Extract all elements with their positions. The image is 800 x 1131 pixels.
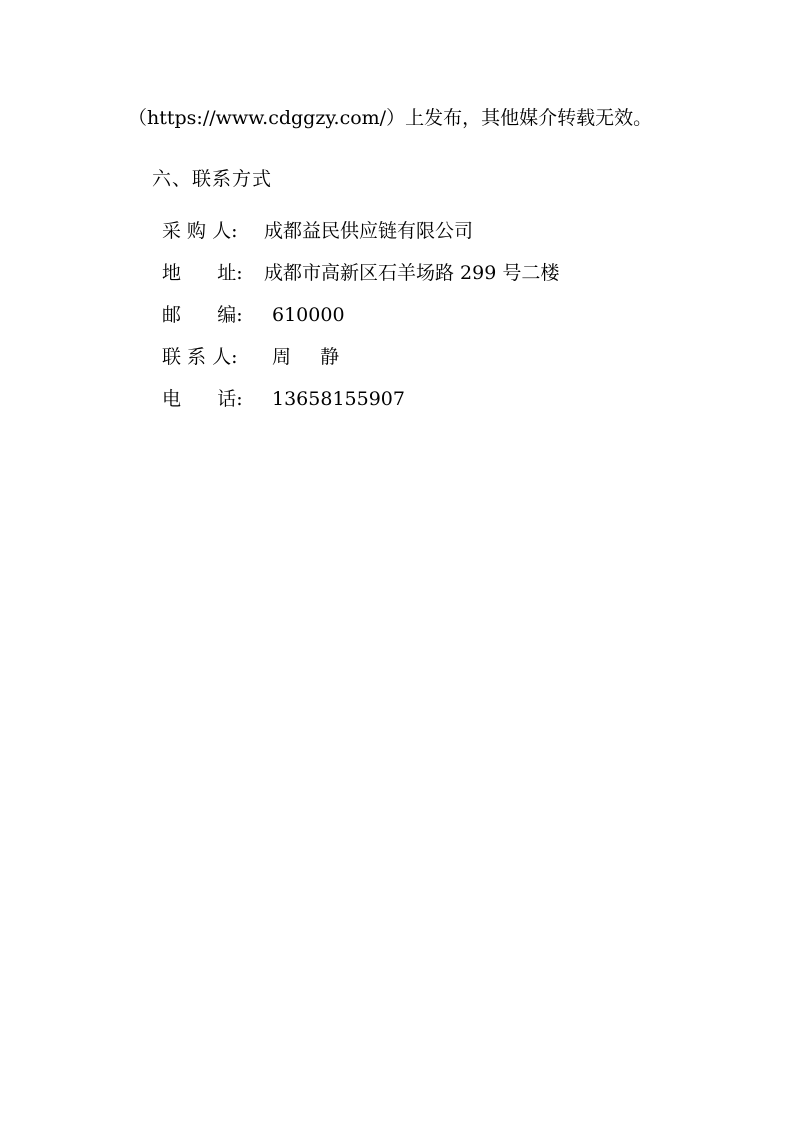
contact-row-purchaser (162, 219, 473, 243)
contact-value: 13658155907 (272, 388, 405, 410)
contact-label: 地 址: (162, 262, 243, 284)
contact-value: 周 静 (272, 346, 341, 368)
contact-label: 邮 编: (162, 304, 243, 326)
intro-paragraph: （https://www.cdggzy.com/）上发布，其他媒介转载无效。 (128, 107, 653, 129)
contact-value: 成都市高新区石羊场路 299 号二楼 (264, 262, 560, 284)
contact-value: 成都益民供应链有限公司 (264, 220, 474, 242)
contact-row-phone (162, 387, 405, 411)
contact-label: 采 购 人: (162, 220, 238, 242)
contact-label: 电 话: (162, 388, 243, 410)
section-heading: 六、联系方式 (152, 168, 273, 190)
contact-row-postcode (162, 303, 345, 327)
contact-value: 610000 (272, 304, 345, 326)
contact-row-address (162, 261, 559, 285)
contact-label: 联 系 人: (162, 346, 238, 368)
contact-row-contact-person (162, 345, 340, 369)
